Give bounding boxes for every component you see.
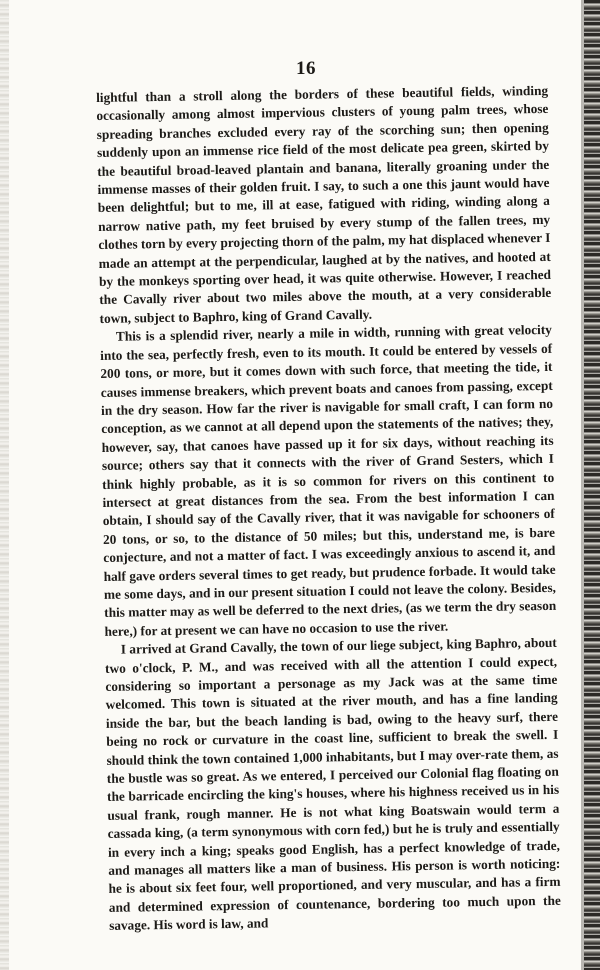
paragraph-2: This is a splendid river, nearly a mile in width, running with great velocity into the sea, perfectly fresh, even to its mouth. It could be entered by vessels of 200 tons, or more, but it comes down with such force, that meeting the tide, it causes immense breakers, which prevent boats and canoes from passing, except in the dry season. How far the river is navigable for small craft, I can form no conception, as we cannot at all depend upon the statements of the natives; they, however, say, that canoes have passed up it for six days, without reaching its source; others say that it connects with the river of Grand Sesters, which I think highly probable, as it is so common for rivers on this continent to intersect at great distances from the sea. From the best information I can obtain, I should say of the Cavally river, that it was navigable for schooners of 20 tons, or so, to the distance of 50 miles; but this, understand me, is bare conjecture, and not a matter of fact. I was exceedingly anxious to ascend it, and half gave orders several times to get ready, but prudence forbade. It would take me some days, and in our present situation I could not leave the colony. Besides, this matter may as well be deferred to the next dries, (as we term the dry season here,) for at present we can have no occasion to use the river.: [100, 322, 557, 639]
paragraph-3: I arrived at Grand Cavally, the town of our liege subject, king Baphro, about two o'clock, P. M., and was received with all the attention I could expect, considering so important a personage as my Jack was at the same time welcomed. This town is situated at the river mouth, and has a fine landing inside the bar, but the beach landing is bad, owing to the heavy surf, there being no rock or curvature in the coast line, sufficient to break the swell. I should think the town contained 1,000 inhabitants, but I may over-rate them, as the bustle was so great. As we entered, I perceived our Colonial flag floating on the barricade encircling the king's houses, where his highness received us in his usual frank, rough manner. He is not what king Boatswain would term a cassada king, (a term synonymous with corn fed,) but he is truly and essentially in every inch a king; speaks good English, has a perfect knowledge of trade, and manages all matters like a man of business. His person is worth noticing: he is about six feet four, well proportioned, and very muscular, and has a firm and determined expression of countenance, bordering too much upon the savage. His word is law, and: [104, 635, 561, 934]
body-text: [96, 82, 561, 936]
paragraph-1: lightful than a stroll along the borders of these beautiful fields, winding occasionally among almost impervious clusters of young palm trees, whose spreading branches excluded every ray of the scorching sun; then opening suddenly upon an immense rice field of the most delicate pea green, skirted by the beautiful broad-leaved plantain and banana, literally groaning under the immense masses of their golden fruit. I say, to such a one this jaunt would have been delightful; but to me, ill at ease, fatigued with riding, winding along a narrow native path, my feet bruised by every stump of the fallen trees, my clothes torn by every projecting thorn of the palm, my hat displaced whenever I made an attempt at the perpendicular, laughed at by the natives, and hooted at by the monkeys sporting over head, it was quite otherwise. However, I reached the Cavally river about two miles above the mouth, at a very considerable town, subject to Baphro, king of Grand Cavally.: [96, 82, 552, 326]
scan-left-edge: [0, 0, 9, 970]
page-number: 16: [296, 58, 316, 79]
scan-right-edge: [584, 0, 600, 970]
